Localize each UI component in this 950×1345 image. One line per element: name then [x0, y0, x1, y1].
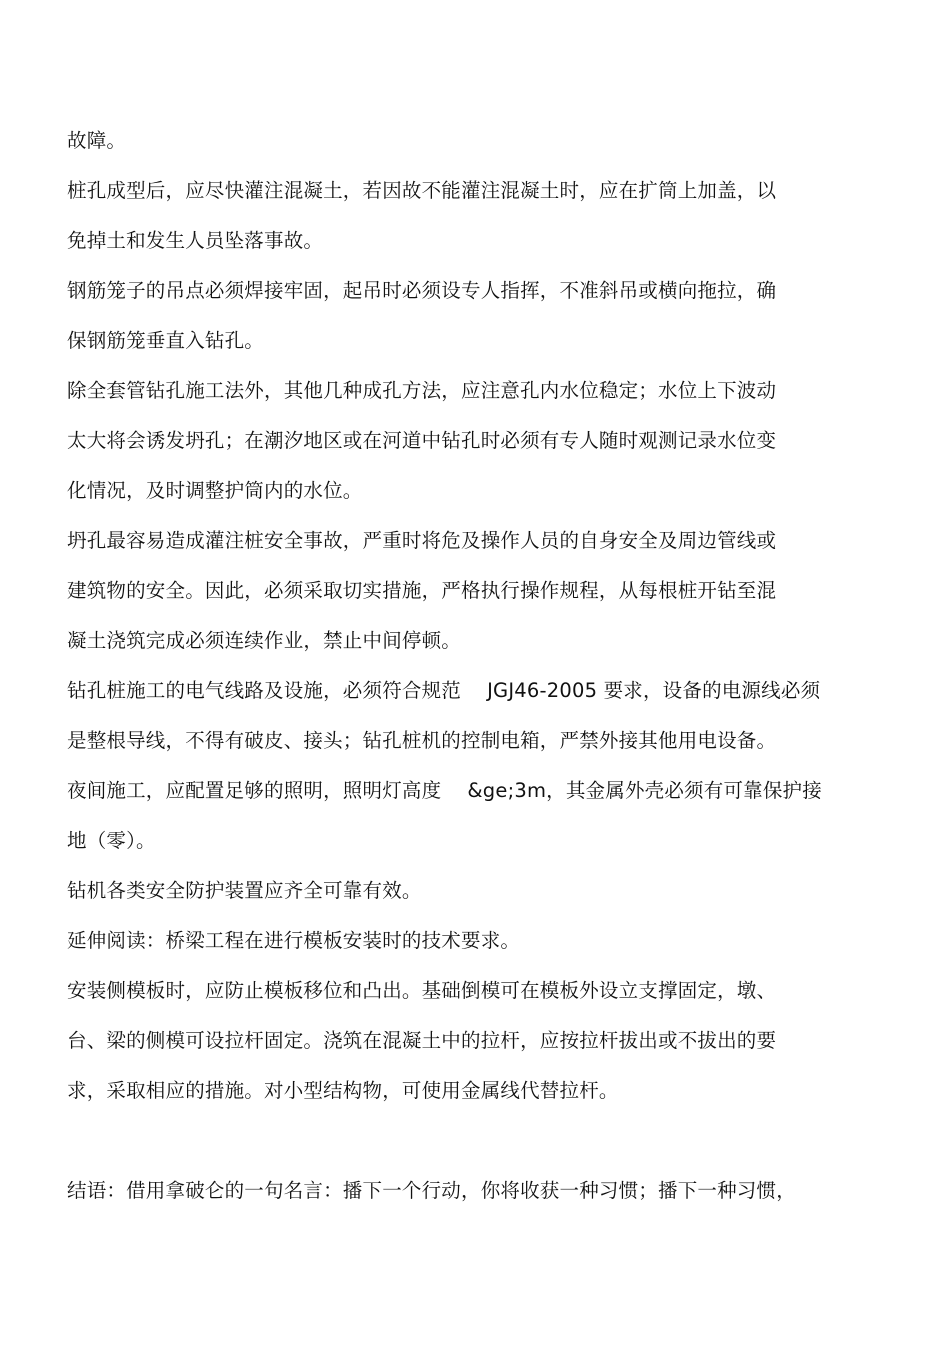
text-line: 延伸阅读：桥梁工程在进行模板安装时的技术要求。 [67, 929, 521, 952]
text-line: 桩孔成型后，应尽快灌注混凝土，若因故不能灌注混凝土时，应在扩筒上加盖，以 [67, 179, 777, 202]
text-line: 钻孔桩施工的电气线路及设施，必须符合规范 JGJ46-2005 要求，设备的电源线必须 [67, 679, 821, 702]
text-line: 钢筋笼子的吊点必须焊接牢固，起吊时必须设专人指挥，不准斜吊或横向拖拉，确 [67, 279, 777, 302]
text-line: 太大将会诱发坍孔；在潮汐地区或在河道中钻孔时必须有专人随时观测记录水位变 [67, 429, 777, 452]
text-line: 化情况，及时调整护筒内的水位。 [67, 479, 363, 502]
text-line: 地（零）。 [67, 829, 156, 852]
text-line: 坍孔最容易造成灌注桩安全事故，严重时将危及操作人员的自身安全及周边管线或 [67, 529, 777, 552]
text-line: 求，采取相应的措施。对小型结构物，可使用金属线代替拉杆。 [67, 1079, 619, 1102]
text-line: 保钢筋笼垂直入钻孔。 [67, 329, 265, 352]
text-line: 建筑物的安全。因此，必须采取切实措施，严格执行操作规程，从每根桩开钻至混 [67, 579, 777, 602]
text-line: 结语：借用拿破仑的一句名言：播下一个行动，你将收获一种习惯；播下一种习惯， [67, 1179, 796, 1202]
text-line: 免掉土和发生人员坠落事故。 [67, 229, 324, 252]
text-line: 安装侧模板时，应防止模板移位和凸出。基础倒模可在模板外设立支撑固定，墩、 [67, 979, 777, 1002]
text-line: 故障。 [67, 129, 127, 152]
text-line: 钻机各类安全防护装置应齐全可靠有效。 [67, 879, 422, 902]
text-line: 除全套管钻孔施工法外，其他几种成孔方法，应注意孔内水位稳定；水位上下波动 [67, 379, 777, 402]
text-line: 台、梁的侧模可设拉杆固定。浇筑在混凝土中的拉杆，应按拉杆拔出或不拔出的要 [67, 1029, 777, 1052]
text-line: 凝土浇筑完成必须连续作业，禁止中间停顿。 [67, 629, 462, 652]
text-line: 夜间施工，应配置足够的照明，照明灯高度 &ge;3m，其金属外壳必须有可靠保护接 [67, 779, 822, 802]
text-line: 是整根导线，不得有破皮、接头；钻孔桩机的控制电箱，严禁外接其他用电设备。 [67, 729, 777, 752]
